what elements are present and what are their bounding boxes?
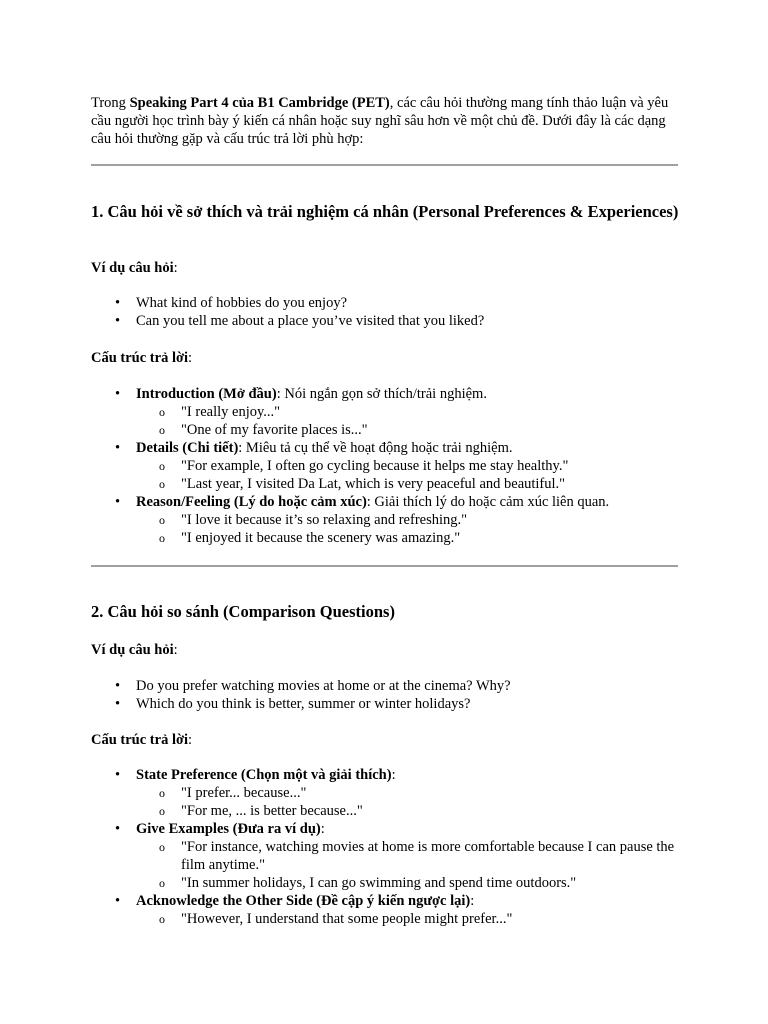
intro-paragraph — [91, 94, 681, 148]
sub-list-item: o "I prefer... because..." — [136, 784, 683, 802]
intro-suffix: , các câu hỏi thường mang tính thảo luận và yêu cầu người học trình bày ý kiến cá nhân hoặc suy nghĩ sâu hơn về một chủ đề. Dưới đây là các dạng câu hỏi thường gặp và cấu trúc trả lời phù hợp: — [91, 95, 669, 147]
section2-examples-list — [113, 677, 683, 713]
section2-structure-label: Cấu trúc trả lời: — [91, 732, 193, 748]
sub-list-item: o "I really enjoy..." — [136, 403, 683, 421]
section1-examples-list — [113, 294, 683, 330]
intro-bold: Speaking Part 4 của B1 Cambridge (PET) — [129, 95, 390, 111]
section2-structure-list — [113, 766, 683, 928]
divider — [91, 565, 678, 567]
list-item: • Details (Chi tiết): Miêu tả cụ thể về hoạt động hoặc trải nghiệm. o "For example, I often go cycling because it helps me stay healthy." o "Last year, I visited Da Lat, which is very peaceful and beautiful." — [113, 439, 683, 493]
sub-list-item: o "I enjoyed it because the scenery was amazing." — [136, 529, 683, 547]
section1-structure-label: Cấu trúc trả lời: — [91, 350, 193, 366]
sub-list-item: o "For instance, watching movies at home is more comfortable because I can pause the film anytime." — [136, 838, 683, 874]
list-item: • Give Examples (Đưa ra ví dụ): o "For instance, watching movies at home is more comfortable because I can pause the film anytime." o "In summer holidays, I can go swimming and spend time outdoors." — [113, 820, 683, 892]
list-item: • State Preference (Chọn một và giải thích): o "I prefer... because..." o "For me, ... is better because..." — [113, 766, 683, 820]
section1-examples-label: Ví dụ câu hỏi: — [91, 260, 178, 276]
list-item: • Can you tell me about a place you’ve visited that you liked? — [113, 312, 683, 330]
section2-examples-label: Ví dụ câu hỏi: — [91, 642, 178, 658]
sub-list-item: o "For example, I often go cycling because it helps me stay healthy." — [136, 457, 683, 475]
list-item: • Reason/Feeling (Lý do hoặc cảm xúc): Giải thích lý do hoặc cảm xúc liên quan. o "I love it because it’s so relaxing and refreshing." o "I enjoyed it because the scenery was amazing." — [113, 493, 683, 547]
sub-list-item: o "However, I understand that some people might prefer..." — [136, 910, 683, 928]
list-item: • Introduction (Mở đầu): Nói ngắn gọn sở thích/trải nghiệm. o "I really enjoy..." o "One of my favorite places is..." — [113, 385, 683, 439]
sub-list-item: o "In summer holidays, I can go swimming and spend time outdoors." — [136, 874, 683, 892]
section1-title: 1. Câu hỏi về sở thích và trải nghiệm cá nhân (Personal Preferences & Experiences) — [91, 202, 679, 221]
sub-list-item: o "One of my favorite places is..." — [136, 421, 683, 439]
section1-structure-list — [113, 385, 683, 547]
sub-list-item: o "For me, ... is better because..." — [136, 802, 683, 820]
divider — [91, 164, 678, 166]
sub-list-item: o "Last year, I visited Da Lat, which is very peaceful and beautiful." — [136, 475, 683, 493]
list-item: • Do you prefer watching movies at home or at the cinema? Why? — [113, 677, 683, 695]
sub-list-item: o "I love it because it’s so relaxing and refreshing." — [136, 511, 683, 529]
intro-prefix: Trong — [91, 95, 130, 111]
section2-title: 2. Câu hỏi so sánh (Comparison Questions) — [91, 602, 395, 621]
list-item: • What kind of hobbies do you enjoy? — [113, 294, 683, 312]
list-item: • Which do you think is better, summer or winter holidays? — [113, 695, 683, 713]
list-item: • Acknowledge the Other Side (Đề cập ý kiến ngược lại): o "However, I understand that some people might prefer..." — [113, 892, 683, 928]
